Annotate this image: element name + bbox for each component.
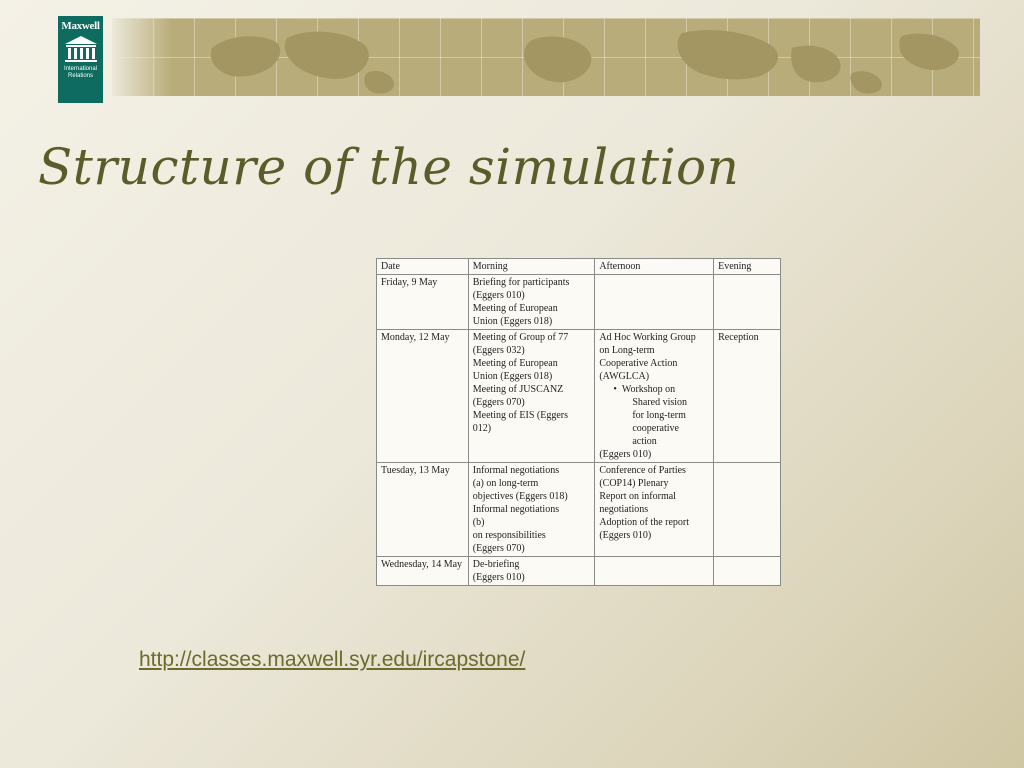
date-cell: Friday, 9 May	[377, 275, 469, 330]
world-map-banner	[112, 18, 980, 96]
cell-line: objectives (Eggers 018)	[472, 491, 568, 502]
bullet-line: action	[632, 436, 657, 447]
cell-line: (COP14) Plenary	[599, 478, 669, 489]
schedule-table	[376, 258, 781, 586]
cell-line: (Eggers 010)	[599, 449, 652, 460]
cell-line: (b)	[472, 517, 485, 528]
cell-line: Union (Eggers 018)	[472, 371, 553, 382]
cell-line: Union (Eggers 018)	[472, 316, 553, 327]
date-cell: Tuesday, 13 May	[377, 463, 469, 557]
cell-line: Informal negotiations	[472, 504, 560, 515]
bullet-line: Shared vision	[632, 397, 688, 408]
evening-cell	[714, 275, 781, 330]
cell-line: Meeting of EIS (Eggers	[472, 410, 568, 421]
morning-cell	[468, 330, 595, 463]
logo-name: Maxwell	[61, 20, 100, 32]
schedule-body	[377, 275, 781, 586]
logo-subtitle: International Relations	[63, 66, 98, 79]
cell-line: Meeting of European	[472, 303, 558, 314]
evening-cell	[714, 463, 781, 557]
morning-cell	[468, 557, 595, 586]
morning-cell	[468, 463, 595, 557]
morning-cell	[468, 275, 595, 330]
maxwell-logo	[58, 16, 103, 103]
table-row	[377, 463, 781, 557]
cell-line: Cooperative Action	[599, 358, 678, 369]
cell-line: (Eggers 070)	[472, 543, 525, 554]
bullet-line: cooperative	[632, 423, 679, 434]
header-date: Date	[377, 259, 469, 275]
cell-line: (Eggers 070)	[472, 397, 525, 408]
cell-line: Informal negotiations	[472, 465, 560, 476]
date-cell: Wednesday, 14 May	[377, 557, 469, 586]
date-cell: Monday, 12 May	[377, 330, 469, 463]
evening-cell	[714, 557, 781, 586]
cell-line: Meeting of Group of 77	[472, 332, 569, 343]
header-afternoon: Afternoon	[595, 259, 714, 275]
afternoon-cell	[595, 463, 714, 557]
cell-line: Meeting of European	[472, 358, 558, 369]
cell-line: Meeting of JUSCANZ	[472, 384, 564, 395]
cell-line: (a) on long-term	[472, 478, 539, 489]
afternoon-cell	[595, 275, 714, 330]
banner-fade	[112, 18, 172, 96]
cell-line: 012)	[472, 423, 492, 434]
header-evening: Evening	[714, 259, 781, 275]
cell-line: negotiations	[599, 504, 649, 515]
cell-line: Adoption of the report	[599, 517, 690, 528]
table-header-row	[377, 259, 781, 275]
cell-line: (Eggers 010)	[472, 572, 525, 583]
cell-line: on responsibilities	[472, 530, 546, 541]
cell-line: Briefing for participants	[472, 277, 570, 288]
bullet-line: • Workshop on	[613, 384, 676, 395]
slide-title: Structure of the simulation	[38, 138, 740, 196]
cell-line: on Long-term	[599, 345, 655, 356]
afternoon-cell	[595, 330, 714, 463]
cell-line: Conference of Parties	[599, 465, 686, 476]
afternoon-cell	[595, 557, 714, 586]
building-icon	[63, 35, 99, 63]
cell-line: (Eggers 010)	[472, 290, 525, 301]
cell-line: Report on informal	[599, 491, 676, 502]
bullet-line: for long-term	[632, 410, 686, 421]
cell-line: (Eggers 032)	[472, 345, 525, 356]
header-morning: Morning	[468, 259, 595, 275]
cell-line: (Eggers 010)	[599, 530, 652, 541]
course-link[interactable]: http://classes.maxwell.syr.edu/ircapstone/	[139, 648, 526, 671]
cell-line: Ad Hoc Working Group	[599, 332, 696, 343]
cell-line: De-briefing	[472, 559, 520, 570]
cell-line: (AWGLCA)	[599, 371, 650, 382]
table-row	[377, 275, 781, 330]
table-row	[377, 557, 781, 586]
table-row	[377, 330, 781, 463]
evening-cell: Reception	[714, 330, 781, 463]
world-map-graphic	[112, 18, 980, 96]
